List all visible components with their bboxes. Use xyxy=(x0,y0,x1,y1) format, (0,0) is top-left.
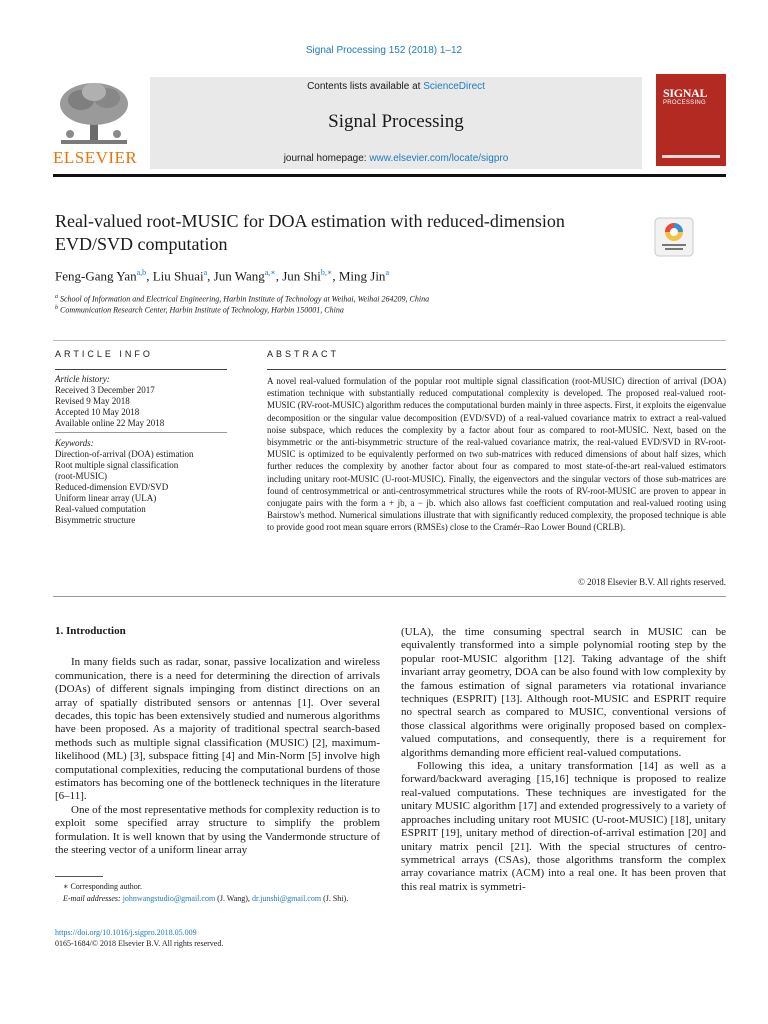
author-name: Liu Shuai xyxy=(152,268,204,284)
contents-line xyxy=(150,81,642,92)
publisher-name: ELSEVIER xyxy=(53,148,138,167)
body-divider xyxy=(53,596,726,597)
contents-prefix: Contents lists available at xyxy=(307,81,424,92)
issn-copyright: 0165-1684/© 2018 Elsevier B.V. All rights reserved. xyxy=(55,939,224,948)
abstract-heading: ABSTRACT xyxy=(267,349,340,359)
author-affiliation-mark[interactable]: a xyxy=(385,268,389,277)
history-item: Available online 22 May 2018 xyxy=(55,418,165,428)
keyword-list xyxy=(55,438,227,526)
author-affiliation-mark[interactable]: a,b xyxy=(136,268,147,277)
homepage-prefix: journal homepage: xyxy=(283,153,370,164)
email-label: E-mail addresses: xyxy=(63,894,123,903)
history-label: Article history: xyxy=(55,374,110,384)
abstract-copyright: © 2018 Elsevier B.V. All rights reserved. xyxy=(578,577,726,587)
history-item: Revised 9 May 2018 xyxy=(55,396,130,406)
header-rule xyxy=(53,174,726,177)
section-heading: 1. Introduction xyxy=(55,625,126,637)
corresponding-author-note: ∗ Corresponding author. xyxy=(63,882,142,891)
article-info-rule xyxy=(55,369,227,370)
email-link[interactable]: dr.junshi@gmail.com xyxy=(251,894,322,903)
author-list: Feng-Gang Yan$^{a,b}$, Liu Shuai$^a$, Jun Wang$^{a,∗}$, Jun Shi$^{b,∗}$, Ming Jin$^a$ xyxy=(55,268,389,284)
check-for-updates-badge[interactable] xyxy=(654,217,694,257)
author-affiliation-mark[interactable]: a xyxy=(203,268,208,277)
affiliation-text: School of Information and Electrical Engineering, Harbin Institute of Technology at Weihai, Weihai 264209, China xyxy=(60,294,430,304)
email-link[interactable]: johnwangstudio@gmail.com xyxy=(122,894,216,903)
sciencedirect-link[interactable]: ScienceDirect xyxy=(423,81,485,92)
journal-cover-thumbnail[interactable] xyxy=(656,74,726,166)
keyword-item: Direction-of-arrival (DOA) estimation xyxy=(55,449,194,459)
cover-subtitle: PROCESSING xyxy=(663,100,707,106)
keyword-item: Uniform linear array (ULA) xyxy=(55,493,157,503)
affiliation-a xyxy=(55,294,429,304)
author-name: Ming Jin xyxy=(338,268,386,284)
author-name: Jun Shi xyxy=(282,268,321,284)
history-item: Accepted 10 May 2018 xyxy=(55,407,140,417)
keyword-item: Reduced-dimension EVD/SVD xyxy=(55,482,169,492)
body-paragraph: One of the most representative methods for complexity reduction is to exploit some specified array structure to simplify the problem formulation. It is well known that by using the Vandermonde structure of the steering vector of a uniform linear array xyxy=(55,803,380,857)
author-affiliation-mark[interactable]: a,∗ xyxy=(264,268,276,277)
article-info-heading: ARTICLE INFO xyxy=(55,349,153,359)
footnote-rule xyxy=(55,876,103,877)
homepage-line xyxy=(150,153,642,164)
journal-name: Signal Processing xyxy=(328,111,464,132)
paper-title: Real-valued root-MUSIC for DOA estimation with reduced-dimension EVD/SVD computation xyxy=(55,211,565,254)
keyword-item: Real-valued computation xyxy=(55,504,146,514)
keyword-item: Root multiple signal classification xyxy=(55,460,179,470)
email-note xyxy=(55,893,380,905)
keywords-label: Keywords: xyxy=(55,438,94,448)
check-updates-icon xyxy=(654,217,694,257)
body-paragraph: (ULA), the time consuming spectral search in MUSIC can be equivalently transformed into a simple polynomial rooting step by the popular root-MUSIC algorithm [12]. Taking advantage of the shift invariant array geometry, DOA can be also found with low complexity by the famous estimation of signal parameters via rotational invariance techniques (ESPRIT) [13]. Although root-MUSIC and ESPRIT require no spectral search as compared to MUSIC, conventional versions of those classical algorithms were originally proposed based on complex-valued computations, and consequently, there is a requirement for algorithms demanding more efficient real-valued computations. xyxy=(401,626,726,759)
abstract-rule xyxy=(267,369,726,370)
abstract-text: A novel real-valued formulation of the popular root multiple signal classification (root-MUSIC) direction of arrival (DOA) estimation technique with substantially reduced computational complexity is developed. The proposed real-valued root-MUSIC (RV-root-MUSIC) algorithm reduces the computational burden mainly in three aspects. First, it exploits the eigenvalue decomposition or the singular value decomposition (EVD/SVD) of a real-valued covariance matrix to extract a real-valued noise subspace, which reduces the complexity by a factor about four as compared to root-MUSIC. Next, based on the bisymmetric or the anti-bisymmetric structure of the real-valued covariance matrix, the real-valued EVD/SVD in RV-root-MUSIC is optimized to be equivalently performed on two sub-matrices with reduced dimensions of about half sizes, which further reduces the complexity by another factor about four as compared to most state-of-the-art real-valued estimators including unitary root-MUSIC (U-root-MUSIC). Finally, the eigenvectors and the singular vectors of those sub-matrices are found of centrosymmetrical or anti-centrosymmetrical structures while the roots of RV-root-MUSIC are proven to appear in conjugate pairs with the form a + jb, a − jb. which also allows fast coefficient computation and real-valued rooting using Bairstow's method. Numerical simulations illustrate that with significantly reduced complexity, the proposed technique is able to provide good root mean square errors (RMSEs) close to the Cramér–Rao Lower Bound (CRLB). xyxy=(267,376,726,533)
publisher-logo[interactable] xyxy=(53,80,138,168)
author-name: Jun Wang xyxy=(213,268,265,284)
journal-masthead xyxy=(150,77,642,169)
body-column-right xyxy=(401,626,726,894)
affiliation-mark: b xyxy=(55,305,58,311)
author-affiliation-mark[interactable]: b,∗ xyxy=(320,268,333,277)
author-name: Feng-Gang Yan xyxy=(55,268,137,284)
footnotes xyxy=(55,881,380,905)
affiliation-b xyxy=(55,305,344,315)
email-owner: (J. Shi). xyxy=(321,894,349,903)
doi-block xyxy=(55,927,223,949)
affiliation-mark: a xyxy=(55,294,58,300)
body-column-left xyxy=(55,625,380,858)
article-history xyxy=(55,374,227,429)
cover-title: SIGNAL xyxy=(663,86,708,100)
journal-reference[interactable]: Signal Processing 152 (2018) 1–12 xyxy=(305,45,463,56)
doi-link[interactable]: https://doi.org/10.1016/j.sigpro.2018.05.009 xyxy=(55,928,197,937)
keywords-rule xyxy=(55,432,227,433)
journal-homepage-link[interactable]: www.elsevier.com/locate/sigpro xyxy=(369,153,509,164)
history-item: Received 3 December 2017 xyxy=(55,385,155,395)
section-divider xyxy=(53,340,726,341)
email-owner: (J. Wang), xyxy=(215,894,252,903)
keyword-item: (root-MUSIC) xyxy=(55,471,107,481)
body-paragraph: Following this idea, a unitary transformation [14] as well as a forward/backward averaging [15,16] technique is proposed to realize real-valued computations. These techniques are investigated for the unitary MUSIC algorithm [17] and extended progressively to a variety of approaches including unitary root MUSIC (U-root-MUSIC) [18], unitary ESPRIT [19], unitary method of direction-of-arrival estimation [20] and unitary matrix pencil [21]. With the special structures of centro-symmetrical arrays (CSAs), those algorithms transform the complex array covariance matrix (ACM) into a real one. It has been proven that this real matrix is symmetri- xyxy=(401,760,726,893)
body-paragraph: In many fields such as radar, sonar, passive localization and wireless communication, there is a need for determining the direction of arrivals (DOAs) of different signals impinging from distinct directions on an array of spatially distributed sensors or antennas [1]. Over several decades, this topic has been extensively studied and numerous algorithms have been proposed. As a majority of traditional spectral search-based methods such as multiple signal classification (MUSIC) [2], maximum-likelihood (ML) [3], subspace fitting [4] and Min-Norm [5] involve high computational complexities, reducing the computational burdens of those estimators has becoming one of the bottleneck techniques in the literature [6–11]. xyxy=(55,656,380,803)
keyword-item: Bisymmetric structure xyxy=(55,515,136,525)
cover-footer-bar xyxy=(662,155,720,158)
affiliation-text: Communication Research Center, Harbin Institute of Technology, Harbin 150001, China xyxy=(60,305,344,315)
tree-logo-icon xyxy=(53,80,135,148)
